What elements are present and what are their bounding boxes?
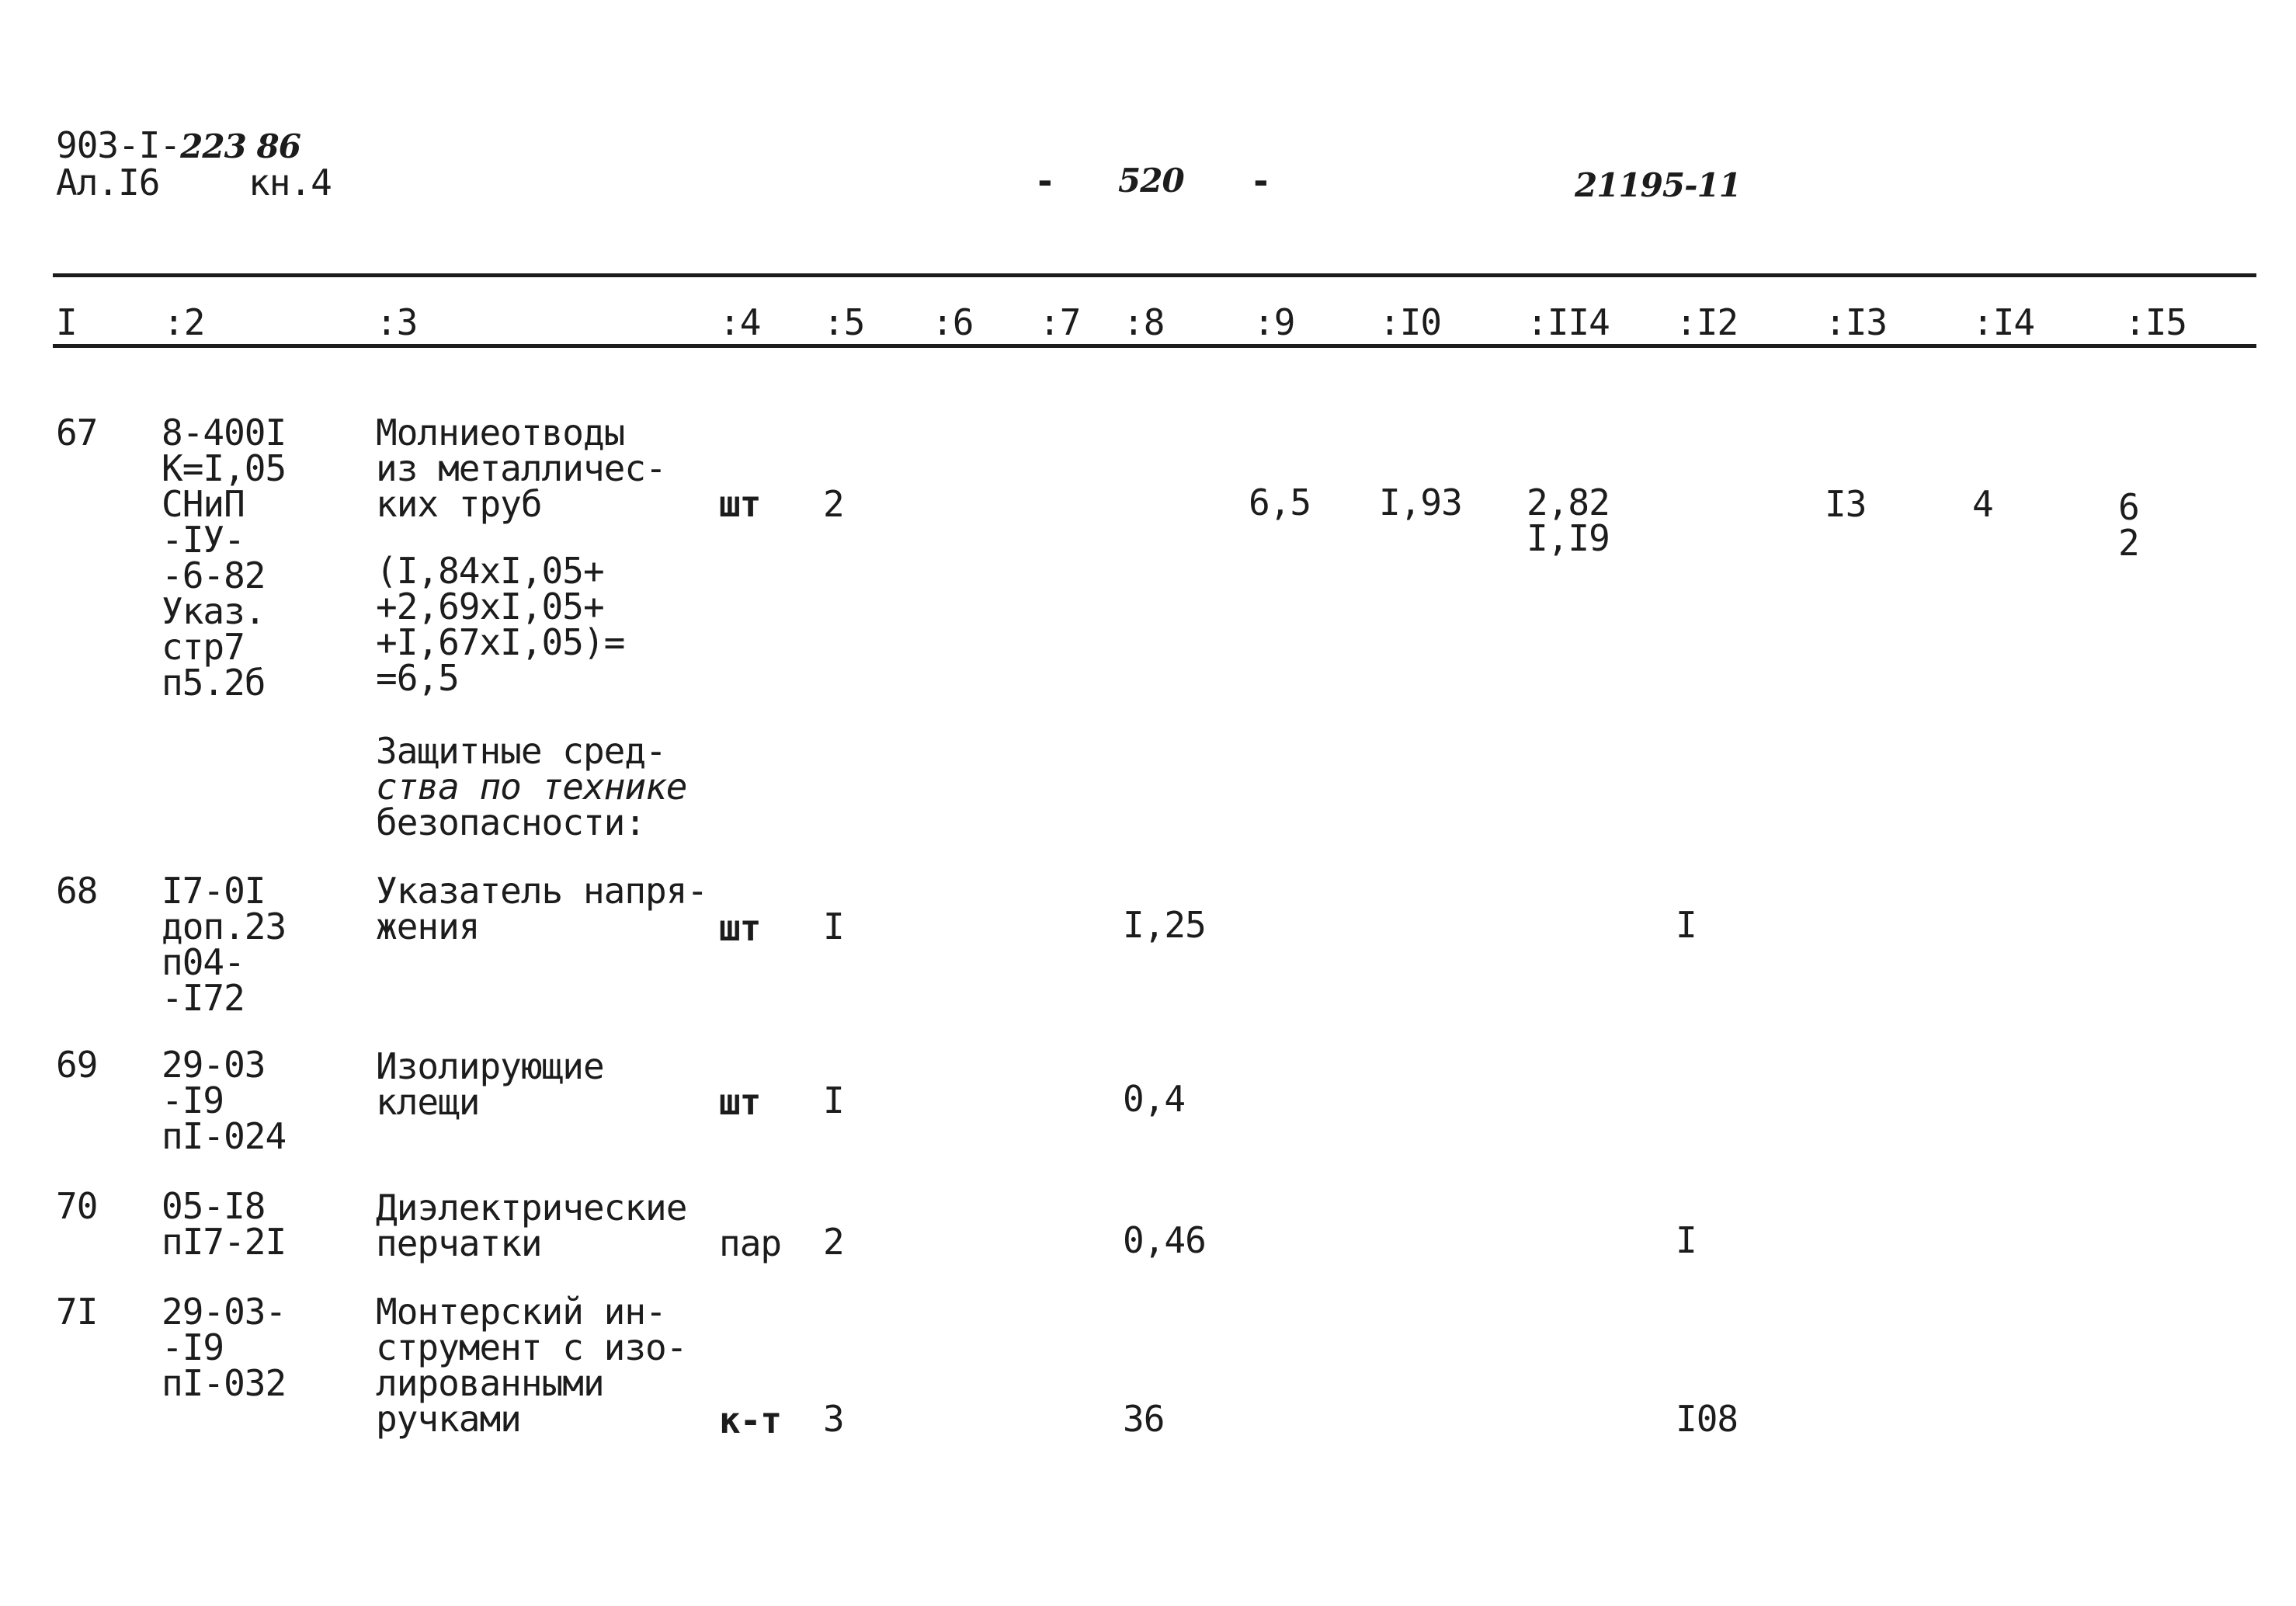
col-header-6: :6 bbox=[932, 301, 974, 343]
row-70-number: 70 bbox=[56, 1185, 98, 1227]
row-67-code: 8-400I К=I,05 СНиП -IУ- -6-82 Указ. стр7 п5.2б bbox=[162, 412, 287, 704]
row-71-qty: 3 bbox=[823, 1398, 844, 1440]
page-dash-right: - bbox=[1250, 160, 1271, 202]
col-header-7: :7 bbox=[1039, 301, 1081, 343]
row-69-qty: I bbox=[823, 1079, 844, 1121]
row-71-code: 29-03- -I9 пI-032 bbox=[162, 1291, 287, 1404]
col-header-11: :II4 bbox=[1527, 301, 1610, 343]
row-71-unit: к-т bbox=[719, 1399, 782, 1441]
album-label: Ал.I6 bbox=[56, 162, 160, 203]
row-68-col12: I bbox=[1676, 904, 1697, 946]
header-rule-bottom bbox=[53, 344, 2256, 348]
row-67-qty: 2 bbox=[823, 483, 844, 525]
col-header-9: :9 bbox=[1253, 301, 1295, 343]
row-71-number: 7I bbox=[56, 1291, 98, 1333]
col-header-15: :I5 bbox=[2124, 301, 2187, 343]
book-label: кн.4 bbox=[248, 162, 332, 203]
section-heading-line-1: Защитные сред- bbox=[376, 730, 666, 772]
row-67-col10: I,93 bbox=[1379, 481, 1462, 523]
col-header-10: :I0 bbox=[1379, 301, 1442, 343]
row-68-code: I7-0I доп.23 п04- -I72 bbox=[162, 870, 287, 1019]
row-70-unit: пар bbox=[719, 1222, 782, 1264]
col-header-8: :8 bbox=[1123, 301, 1165, 343]
page-number: 520 bbox=[1118, 162, 1184, 200]
col-header-5: :5 bbox=[823, 301, 865, 343]
page-dash-left: - bbox=[1034, 160, 1055, 202]
row-69-number: 69 bbox=[56, 1044, 98, 1086]
row-69-unit: шт bbox=[719, 1081, 761, 1123]
row-69-code: 29-03 -I9 пI-024 bbox=[162, 1044, 287, 1157]
row-70-qty: 2 bbox=[823, 1221, 844, 1263]
row-69-col8: 0,4 bbox=[1123, 1078, 1186, 1120]
header-rule-top bbox=[53, 273, 2256, 277]
col-header-4: :4 bbox=[719, 301, 761, 343]
col-header-14: :I4 bbox=[1972, 301, 2035, 343]
row-67-unit: шт bbox=[719, 483, 761, 525]
row-70-col8: 0,46 bbox=[1123, 1219, 1206, 1261]
row-71-name: Монтерский ин- струмент с изо- лированными ручками bbox=[376, 1291, 687, 1440]
doc-code-printed: 903-I- bbox=[56, 124, 181, 166]
row-68-qty: I bbox=[823, 906, 844, 947]
inventory-number: 21195-11 bbox=[1575, 166, 1741, 204]
row-68-number: 68 bbox=[56, 870, 98, 912]
row-71-col8: 36 bbox=[1123, 1398, 1165, 1440]
doc-code bbox=[56, 124, 300, 166]
col-header-1: I bbox=[56, 301, 77, 343]
section-heading-line-2: ства по технике bbox=[376, 766, 687, 808]
row-68-name: Указатель напря- жения bbox=[376, 870, 708, 947]
row-67-formula: (I,84xI,05+ +2,69xI,05+ +I,67xI,05)= =6,5 bbox=[376, 550, 625, 699]
row-67-col14: 4 bbox=[1972, 483, 1993, 525]
doc-code-handwritten: 223 86 bbox=[180, 127, 300, 165]
row-70-code: 05-I8 пI7-2I bbox=[162, 1185, 287, 1263]
row-67-name: Молниеотводы из металличес- ких труб bbox=[376, 412, 666, 525]
col-header-3: :3 bbox=[376, 301, 418, 343]
row-68-col8: I,25 bbox=[1123, 904, 1206, 946]
col-header-13: :I3 bbox=[1825, 301, 1888, 343]
col-header-12: :I2 bbox=[1676, 301, 1738, 343]
row-71-col12: I08 bbox=[1676, 1398, 1738, 1440]
row-67-col13: I3 bbox=[1825, 483, 1867, 525]
col-header-2: :2 bbox=[163, 301, 205, 343]
row-68-unit: шт bbox=[719, 907, 761, 949]
section-heading-line-3: безопасности: bbox=[376, 801, 646, 843]
row-70-col12: I bbox=[1676, 1219, 1697, 1261]
row-69-name: Изолирующие клещи bbox=[376, 1045, 604, 1123]
row-67-col11: 2,82 I,I9 bbox=[1527, 481, 1610, 559]
row-67-number: 67 bbox=[56, 412, 98, 454]
row-67-col15: 6 2 bbox=[2118, 486, 2139, 564]
row-70-name: Диэлектрические перчатки bbox=[376, 1187, 687, 1264]
row-67-col9: 6,5 bbox=[1249, 481, 1311, 523]
